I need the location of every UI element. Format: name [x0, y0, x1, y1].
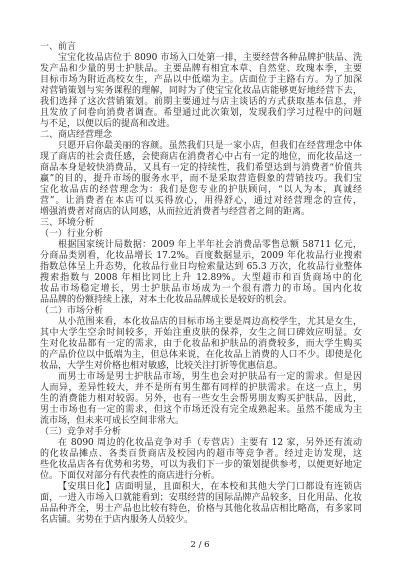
competitors-paragraph-overview: [40, 438, 362, 482]
paragraph-line: 分商品类别看，化妆品增长 17.2%。百度数据显示，2009 年化妆品行业搜索: [40, 251, 362, 261]
paragraph-line: 根据国家统计局数据：2009 年上半年社会消费品零售总额 58711 亿元，: [58, 240, 362, 250]
paragraph-line: 在 8090 周边的化妆品竞争对手（专营店）主要有 12 家，另外还有流动: [58, 438, 362, 448]
paragraph-line: 其中大学生空余时间较多，开始注重皮肤的保养，女生之间口碑效应明显。女: [40, 328, 362, 338]
paragraph-line: 而男士市场是男士护肤品市场，男生也会对护肤品有一定的需求。但是因: [58, 372, 362, 382]
paragraph-line: 赢”的目的，提升市场的服务水平，而不是采取营造假象的营销技巧。我们宝: [40, 174, 362, 184]
market-paragraph-students: [40, 317, 362, 372]
paragraph-line: 只愿开启你最美丽的容颜。虽然我们只是一家小店，但我们在经营理念中体: [58, 141, 362, 151]
competitors-paragraph-anqi: [40, 482, 362, 526]
paragraph-line: 位。下面仅对部分有代表性的商店进行分析。: [40, 471, 221, 481]
paragraph-line: 生对化妆品都有一定的需求，由于化妆品和护肤品的消费较多，而大学生购买: [40, 339, 362, 349]
paragraph-line: 人而异，差异性较大，并不是所有男生都有同样的护肤需求。在这一点上，男: [40, 383, 362, 393]
paragraph-line: 宝化妆品店的经营理念为：我们是您专业的护肤顾问，“以人为本，真诚经: [40, 185, 362, 195]
paragraph-line: 生的消费能力相对较弱。另外，也有一些女生会帮男朋友购买护肤品，因此，: [40, 394, 362, 404]
paragraph-line: 男士市场也有一定的需求，但这个市场还没有完全成熟起来。虽然不能成为主: [40, 405, 362, 415]
paragraph-line: 发产品和少量的男士护肤品。主要品牌有相宜本草、自然堂、玫瑰本季，主要: [40, 64, 362, 74]
paragraph-line: 面，一进入市场入口就能看到；安琪经营的国际品牌产品较多，日化用品、化妆: [40, 493, 362, 503]
paragraph-line: 品品种齐全，男士产品也比较有特色，价格与其他化妆品店相比略高，有多家同: [40, 504, 362, 514]
preface-paragraph: [40, 53, 362, 130]
paragraph-line: 从小范围来看，本化妆品店的目标市场主要是周边高校学生，尤其是女生，: [58, 317, 362, 327]
paragraph-line: 与不足，以便以后的提高和改进。: [40, 119, 176, 129]
section-heading-environment: 三、环境分析: [40, 218, 95, 228]
paragraph-line: 现了商店的社会责任感，会使商店在消费者心中占有一定的地位，而化妆品这一: [40, 152, 362, 162]
industry-paragraph: [40, 240, 362, 306]
paragraph-line: 营”。让消费者在本店可以买得放心，用得舒心，通过对经营理念的宣传，: [40, 196, 362, 206]
paragraph-line: 的产品价位以中低端为主，但总体来说，在化妆品上消费的人口不少。即使是化: [40, 350, 362, 360]
paragraph-line: 些化妆品店各有优势和劣势，可以为我们下一步的策划提供参考，以便更好地定: [40, 460, 362, 470]
paragraph-line: 品品牌的份额持续上涨，对本土化妆品品牌成长是较好的机会。: [40, 295, 293, 305]
paragraph-line: 指数总体呈上升态势，化妆品行业日均检索量达到 65.3 万次，化妆品行业整体: [40, 262, 362, 272]
market-paragraph-men: [40, 372, 362, 427]
subsection-heading-competitors: （三）竞争对手分析: [40, 427, 122, 437]
paragraph-line: 且发放了问卷向消费者调查。希望通过此次策划，发现我们学习过程中的问题: [40, 108, 362, 118]
paragraph-line: 妆品，大学生对价格也相对敏感，比较关注打折等优惠信息。: [40, 361, 284, 371]
paragraph-line: 搜索指数与 2008 年相比同比上升 12.89%。大型超市和百货商场中的化: [40, 273, 362, 283]
paragraph-line: 商品本身是较快消费品，又具有一定的持续性，我们希望达到与消费者“价值共: [40, 163, 362, 173]
page-number: 2 / 6: [190, 540, 210, 550]
paragraph-line: 的化妆品摊点、各类百货商店及校园内的超市等竞争者。经过走访发现，这: [40, 449, 362, 459]
subsection-heading-market: （二）市场分析: [40, 306, 104, 316]
paragraph-line: 名店铺。劣势在于店内服务人员较少。: [40, 515, 194, 525]
paragraph-line: 妆品市场稳定增长，男士护肤品市场成为一个很有潜力的市场。国内化妆: [40, 284, 362, 294]
paragraph-line: 宝宝化妆品店位于 8090 市场入口处第一排，主要经营各种品牌护肤品、洗: [58, 53, 362, 63]
document-body: [40, 42, 362, 526]
paragraph-line: 我们选择了这次营销策划。前期主要通过与店主谈话的方式获取基本信息，并: [40, 97, 362, 107]
section-heading-preface: 一、前言: [40, 42, 77, 52]
paragraph-line: 目标市场为附近高校女生，产品以中低端为主。店面位于主路右方。为了加深: [40, 75, 362, 85]
paragraph-line: 流市场，但未来可成长空间非常大。: [40, 416, 185, 426]
subsection-heading-industry: （一）行业分析: [40, 229, 104, 239]
paragraph-line: 对营销策划与实务课程的理解，同时为了使宝宝化妆品店能够更好地经营下去，: [40, 86, 362, 96]
philosophy-paragraph: [40, 141, 362, 218]
paragraph-line: 增强消费者对商店的认同感，从而拉近消费者与经营者之间的距离。: [40, 207, 311, 217]
paragraph-line: 【安琪日化】店面明显，且面积大，在本校和其他大学门口都设有连锁店: [58, 482, 362, 492]
section-heading-philosophy: 二、商店经营理念: [40, 130, 113, 140]
